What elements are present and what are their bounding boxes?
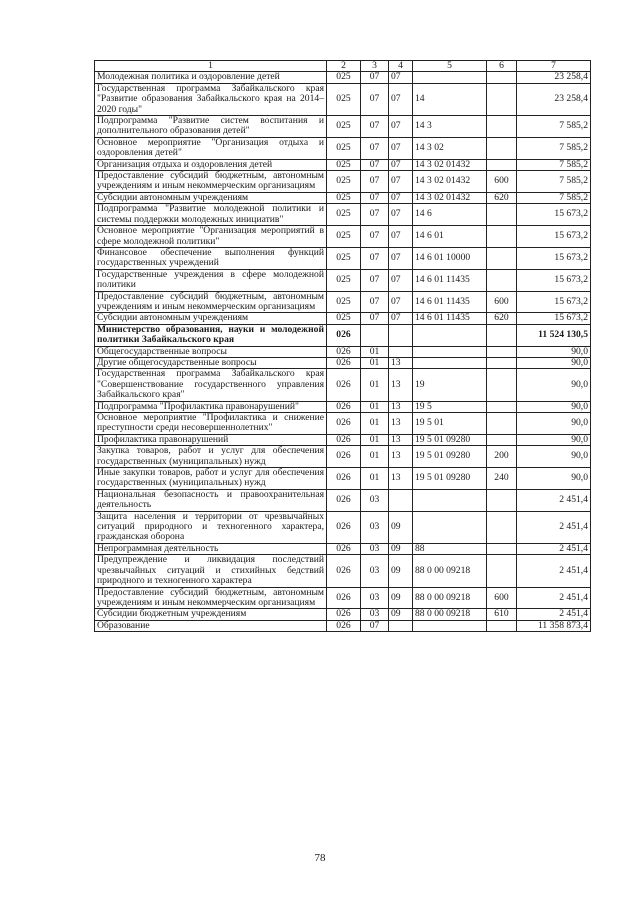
target-article-cell: 19 (413, 369, 487, 401)
table-row (95, 83, 591, 115)
ministry-code-cell: 026 (327, 609, 361, 620)
table-row (95, 247, 591, 269)
row-name-cell: Субсидии автономным учреждениям (95, 313, 327, 324)
expense-type-cell (487, 247, 517, 269)
target-article-cell: 14 6 01 10000 (413, 247, 487, 269)
budget-table (94, 60, 591, 632)
target-article-cell: 14 (413, 83, 487, 115)
table-row (95, 137, 591, 159)
amount-cell: 15 673,2 (517, 291, 591, 313)
row-name-cell: Профилактика правонарушений (95, 434, 327, 445)
ministry-code-cell: 026 (327, 543, 361, 554)
section-cell: 07 (361, 116, 389, 138)
row-name-cell: Основное мероприятие "Организация отдыха и оздоровления детей" (95, 137, 327, 159)
expense-type-cell (487, 159, 517, 170)
subsection-cell (389, 324, 413, 346)
target-article-cell: 14 3 02 (413, 137, 487, 159)
target-article-cell (413, 511, 487, 543)
row-name-cell: Иные закупки товаров, работ и услуг для обеспечения государственных (муниципальных) нужд (95, 468, 327, 490)
table-row (95, 555, 591, 587)
expense-type-cell: 600 (487, 587, 517, 609)
ministry-code-cell: 025 (327, 269, 361, 291)
expense-type-cell (487, 543, 517, 554)
expense-type-cell: 240 (487, 468, 517, 490)
table-row (95, 204, 591, 226)
target-article-cell: 19 5 01 09280 (413, 446, 487, 468)
amount-cell: 15 673,2 (517, 313, 591, 324)
row-name-cell: Предоставление субсидий бюджетным, автономным учреждениям и иным некоммерческим организациям (95, 587, 327, 609)
ministry-code-cell: 025 (327, 291, 361, 313)
table-row (95, 489, 591, 511)
table-row (95, 587, 591, 609)
row-name-cell: Основное мероприятие "Профилактика и снижение преступности среди несовершеннолетних" (95, 413, 327, 435)
ministry-code-cell: 026 (327, 620, 361, 631)
section-cell: 07 (361, 291, 389, 313)
section-cell: 07 (361, 171, 389, 193)
section-cell: 07 (361, 313, 389, 324)
section-cell: 07 (361, 269, 389, 291)
ministry-code-cell: 026 (327, 413, 361, 435)
target-article-cell (413, 346, 487, 357)
section-cell: 03 (361, 489, 389, 511)
expense-type-cell (487, 369, 517, 401)
amount-cell: 7 585,2 (517, 159, 591, 170)
ministry-code-cell: 025 (327, 137, 361, 159)
table-body (95, 72, 591, 632)
section-cell: 03 (361, 587, 389, 609)
subsection-cell (389, 489, 413, 511)
expense-type-cell (487, 116, 517, 138)
expense-type-cell (487, 269, 517, 291)
target-article-cell (413, 489, 487, 511)
amount-cell: 2 451,4 (517, 609, 591, 620)
ministry-code-cell: 025 (327, 159, 361, 170)
row-name-cell: Подпрограмма "Развитие молодежной политики и системы поддержки молодежных инициатив" (95, 204, 327, 226)
amount-cell: 2 451,4 (517, 587, 591, 609)
table-row (95, 620, 591, 631)
target-article-cell: 19 5 01 09280 (413, 468, 487, 490)
ministry-code-cell: 026 (327, 434, 361, 445)
amount-cell: 90,0 (517, 357, 591, 368)
section-cell: 01 (361, 346, 389, 357)
subsection-cell: 13 (389, 468, 413, 490)
subsection-cell: 07 (389, 226, 413, 248)
target-article-cell: 88 0 00 09218 (413, 555, 487, 587)
ministry-code-cell: 026 (327, 357, 361, 368)
expense-type-cell: 600 (487, 171, 517, 193)
expense-type-cell (487, 324, 517, 346)
section-cell: 07 (361, 159, 389, 170)
expense-type-cell (487, 434, 517, 445)
section-cell: 03 (361, 543, 389, 554)
expense-type-cell: 620 (487, 313, 517, 324)
section-cell: 07 (361, 72, 389, 83)
target-article-cell: 14 6 01 11435 (413, 269, 487, 291)
amount-cell: 90,0 (517, 468, 591, 490)
table-row (95, 434, 591, 445)
ministry-code-cell: 025 (327, 83, 361, 115)
section-cell: 01 (361, 369, 389, 401)
expense-type-cell: 610 (487, 609, 517, 620)
row-name-cell: Организация отдыха и оздоровления детей (95, 159, 327, 170)
ministry-code-cell: 026 (327, 369, 361, 401)
subsection-cell: 07 (389, 204, 413, 226)
amount-cell: 15 673,2 (517, 226, 591, 248)
row-name-cell: Министерство образования, науки и молодежной политики Забайкальского края (95, 324, 327, 346)
target-article-cell: 14 3 02 01432 (413, 159, 487, 170)
subsection-cell (389, 346, 413, 357)
subsection-cell: 07 (389, 313, 413, 324)
subsection-cell: 09 (389, 587, 413, 609)
row-name-cell: Закупка товаров, работ и услуг для обеспечения государственных (муниципальных) нужд (95, 446, 327, 468)
expense-type-cell (487, 489, 517, 511)
header-col-3: 3 (361, 61, 389, 72)
amount-cell: 7 585,2 (517, 192, 591, 203)
target-article-cell (413, 620, 487, 631)
expense-type-cell (487, 72, 517, 83)
section-cell: 01 (361, 413, 389, 435)
row-name-cell: Подпрограмма "Профилактика правонарушений" (95, 401, 327, 412)
subsection-cell: 07 (389, 192, 413, 203)
table-row (95, 226, 591, 248)
section-cell: 07 (361, 247, 389, 269)
section-cell (361, 324, 389, 346)
subsection-cell: 13 (389, 434, 413, 445)
ministry-code-cell: 025 (327, 171, 361, 193)
section-cell: 03 (361, 609, 389, 620)
table-row (95, 346, 591, 357)
amount-cell: 90,0 (517, 346, 591, 357)
amount-cell: 90,0 (517, 434, 591, 445)
section-cell: 01 (361, 468, 389, 490)
table-row (95, 116, 591, 138)
target-article-cell: 19 5 01 (413, 413, 487, 435)
budget-table-page (94, 60, 590, 632)
expense-type-cell: 600 (487, 291, 517, 313)
subsection-cell: 13 (389, 357, 413, 368)
row-name-cell: Непрограммная деятельность (95, 543, 327, 554)
table-row (95, 609, 591, 620)
subsection-cell: 07 (389, 116, 413, 138)
amount-cell: 11 524 130,5 (517, 324, 591, 346)
subsection-cell: 07 (389, 83, 413, 115)
table-row (95, 357, 591, 368)
table-row (95, 192, 591, 203)
header-col-6: 6 (487, 61, 517, 72)
target-article-cell (413, 72, 487, 83)
target-article-cell: 88 0 00 09218 (413, 587, 487, 609)
amount-cell: 23 258,4 (517, 83, 591, 115)
ministry-code-cell: 026 (327, 555, 361, 587)
target-article-cell: 14 6 01 (413, 226, 487, 248)
ministry-code-cell: 026 (327, 468, 361, 490)
target-article-cell (413, 357, 487, 368)
expense-type-cell (487, 346, 517, 357)
subsection-cell: 07 (389, 171, 413, 193)
amount-cell: 90,0 (517, 413, 591, 435)
table-row (95, 369, 591, 401)
amount-cell: 15 673,2 (517, 247, 591, 269)
target-article-cell: 14 6 (413, 204, 487, 226)
section-cell: 07 (361, 226, 389, 248)
section-cell: 01 (361, 357, 389, 368)
subsection-cell: 13 (389, 413, 413, 435)
amount-cell: 7 585,2 (517, 137, 591, 159)
ministry-code-cell: 026 (327, 446, 361, 468)
header-col-2: 2 (327, 61, 361, 72)
section-cell: 01 (361, 401, 389, 412)
ministry-code-cell: 026 (327, 587, 361, 609)
row-name-cell: Предоставление субсидий бюджетным, автономным учреждениям и иным некоммерческим организациям (95, 291, 327, 313)
row-name-cell: Государственные учреждения в сфере молодежной политики (95, 269, 327, 291)
table-row (95, 313, 591, 324)
row-name-cell: Государственная программа Забайкальского края "Совершенствование государственного управления Забайкальского края" (95, 369, 327, 401)
amount-cell: 90,0 (517, 401, 591, 412)
expense-type-cell (487, 137, 517, 159)
row-name-cell: Предупреждение и ликвидация последствий чрезвычайных ситуаций и стихийных бедствий природного и техногенного характера (95, 555, 327, 587)
subsection-cell: 09 (389, 543, 413, 554)
expense-type-cell (487, 620, 517, 631)
section-cell: 01 (361, 446, 389, 468)
row-name-cell: Субсидии бюджетным учреждениям (95, 609, 327, 620)
row-name-cell: Предоставление субсидий бюджетным, автономным учреждениям и иным некоммерческим организациям (95, 171, 327, 193)
subsection-cell: 09 (389, 511, 413, 543)
amount-cell: 2 451,4 (517, 543, 591, 554)
table-row (95, 413, 591, 435)
header-col-4: 4 (389, 61, 413, 72)
ministry-code-cell: 025 (327, 204, 361, 226)
subsection-cell (389, 620, 413, 631)
ministry-code-cell: 025 (327, 313, 361, 324)
amount-cell: 7 585,2 (517, 171, 591, 193)
subsection-cell: 07 (389, 159, 413, 170)
page-number: 78 (314, 852, 326, 864)
row-name-cell: Общегосударственные вопросы (95, 346, 327, 357)
subsection-cell: 13 (389, 401, 413, 412)
target-article-cell: 19 5 (413, 401, 487, 412)
amount-cell: 2 451,4 (517, 511, 591, 543)
target-article-cell (413, 324, 487, 346)
table-row (95, 72, 591, 83)
table-header-row (95, 61, 591, 72)
target-article-cell: 14 3 (413, 116, 487, 138)
header-col-5: 5 (413, 61, 487, 72)
target-article-cell: 14 6 01 11435 (413, 291, 487, 313)
table-row (95, 291, 591, 313)
row-name-cell: Защита населения и территории от чрезвычайных ситуаций природного и техногенного характера, гражданская оборона (95, 511, 327, 543)
row-name-cell: Подпрограмма "Развитие систем воспитания и дополнительного образования детей" (95, 116, 327, 138)
table-row (95, 446, 591, 468)
expense-type-cell: 620 (487, 192, 517, 203)
row-name-cell: Образование (95, 620, 327, 631)
table-row (95, 171, 591, 193)
expense-type-cell (487, 401, 517, 412)
amount-cell: 90,0 (517, 446, 591, 468)
row-name-cell: Другие общегосударственные вопросы (95, 357, 327, 368)
amount-cell: 7 585,2 (517, 116, 591, 138)
row-name-cell: Государственная программа Забайкальского края "Развитие образования Забайкальского края на 2014–2020 годы" (95, 83, 327, 115)
subsection-cell: 09 (389, 555, 413, 587)
target-article-cell: 88 0 00 09218 (413, 609, 487, 620)
section-cell: 07 (361, 83, 389, 115)
row-name-cell: Основное мероприятие "Организация мероприятий в сфере молодежной политики" (95, 226, 327, 248)
expense-type-cell (487, 357, 517, 368)
expense-type-cell (487, 413, 517, 435)
ministry-code-cell: 026 (327, 346, 361, 357)
table-row (95, 511, 591, 543)
expense-type-cell: 200 (487, 446, 517, 468)
amount-cell: 2 451,4 (517, 489, 591, 511)
amount-cell: 90,0 (517, 369, 591, 401)
subsection-cell: 07 (389, 269, 413, 291)
subsection-cell: 07 (389, 72, 413, 83)
ministry-code-cell: 025 (327, 247, 361, 269)
ministry-code-cell: 026 (327, 324, 361, 346)
table-row (95, 468, 591, 490)
section-cell: 03 (361, 511, 389, 543)
row-name-cell: Субсидии автономным учреждениям (95, 192, 327, 203)
row-name-cell: Финансовое обеспечение выполнения функций государственных учреждений (95, 247, 327, 269)
amount-cell: 23 258,4 (517, 72, 591, 83)
row-name-cell: Молодежная политика и оздоровление детей (95, 72, 327, 83)
ministry-code-cell: 025 (327, 72, 361, 83)
target-article-cell: 19 5 01 09280 (413, 434, 487, 445)
target-article-cell: 14 3 02 01432 (413, 171, 487, 193)
expense-type-cell (487, 555, 517, 587)
header-col-7: 7 (517, 61, 591, 72)
table-row (95, 401, 591, 412)
section-cell: 07 (361, 620, 389, 631)
amount-cell: 15 673,2 (517, 204, 591, 226)
ministry-code-cell: 026 (327, 511, 361, 543)
section-cell: 07 (361, 204, 389, 226)
ministry-code-cell: 025 (327, 116, 361, 138)
amount-cell: 2 451,4 (517, 555, 591, 587)
ministry-code-cell: 025 (327, 192, 361, 203)
section-cell: 07 (361, 137, 389, 159)
row-name-cell: Национальная безопасность и правоохранительная деятельность (95, 489, 327, 511)
amount-cell: 11 358 873,4 (517, 620, 591, 631)
table-row (95, 324, 591, 346)
target-article-cell: 14 3 02 01432 (413, 192, 487, 203)
expense-type-cell (487, 204, 517, 226)
section-cell: 07 (361, 192, 389, 203)
table-row (95, 543, 591, 554)
header-col-1: 1 (95, 61, 327, 72)
subsection-cell: 13 (389, 369, 413, 401)
subsection-cell: 09 (389, 609, 413, 620)
expense-type-cell (487, 511, 517, 543)
table-row (95, 159, 591, 170)
expense-type-cell (487, 83, 517, 115)
subsection-cell: 07 (389, 291, 413, 313)
target-article-cell: 88 (413, 543, 487, 554)
table-row (95, 269, 591, 291)
section-cell: 03 (361, 555, 389, 587)
subsection-cell: 13 (389, 446, 413, 468)
subsection-cell: 07 (389, 137, 413, 159)
amount-cell: 15 673,2 (517, 269, 591, 291)
ministry-code-cell: 026 (327, 489, 361, 511)
target-article-cell: 14 6 01 11435 (413, 313, 487, 324)
ministry-code-cell: 025 (327, 226, 361, 248)
section-cell: 01 (361, 434, 389, 445)
subsection-cell: 07 (389, 247, 413, 269)
expense-type-cell (487, 226, 517, 248)
ministry-code-cell: 026 (327, 401, 361, 412)
